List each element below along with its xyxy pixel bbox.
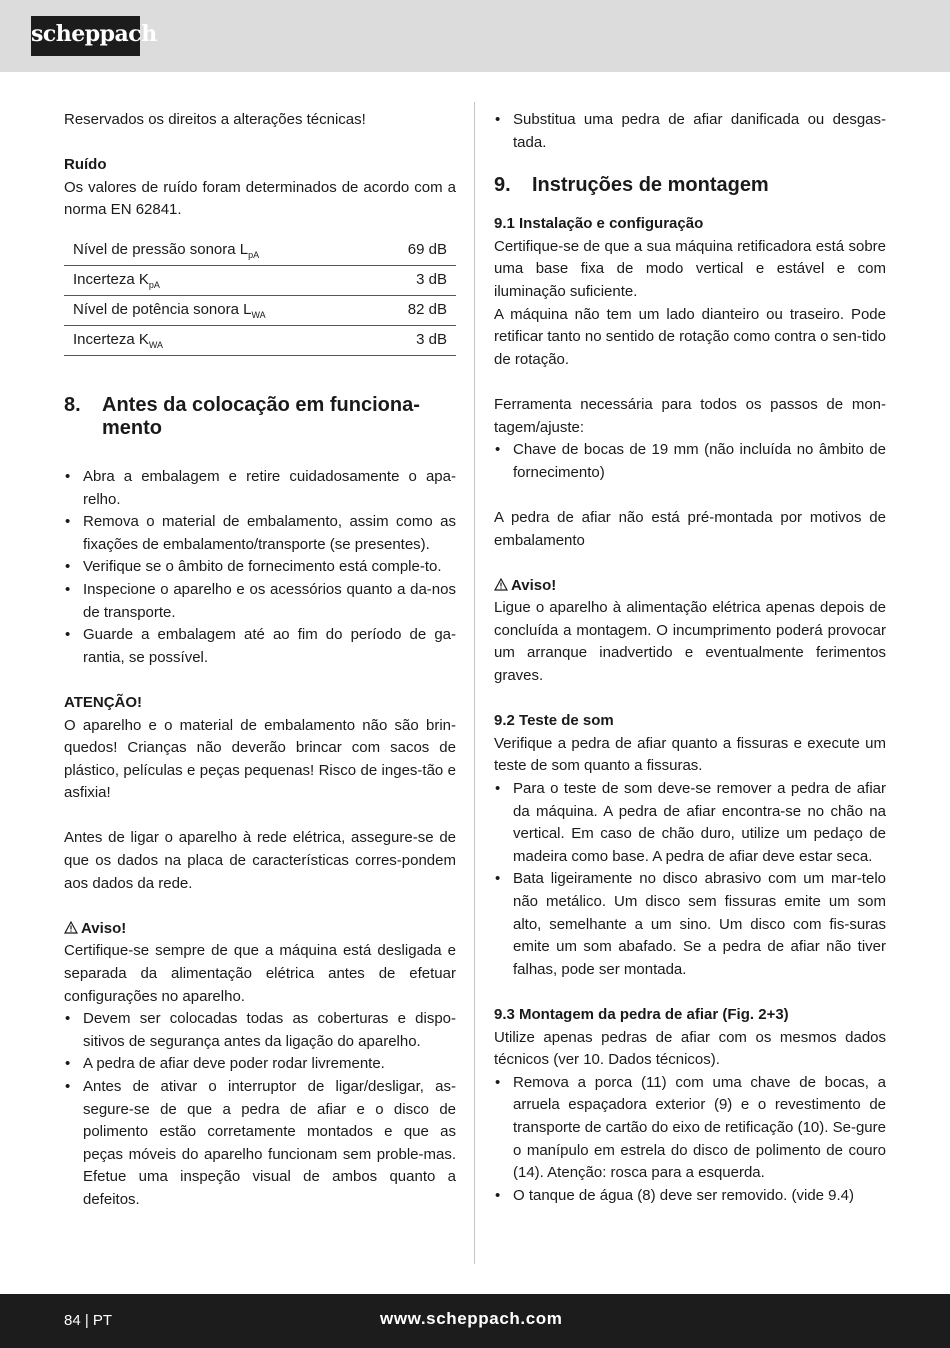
subsection-9-1-heading: 9.1 Instalação e configuração bbox=[494, 215, 704, 233]
list-item: • Guarde a embalagem até ao fim do período de ga-rantia, se possível. bbox=[64, 624, 456, 669]
list-item: • Devem ser colocadas todas as coberturas e dispo-sitivos de segurança antes da ligação do aparelho. bbox=[64, 1008, 456, 1053]
installation-text: Certifique-se de que a sua máquina retificadora está sobre uma base fixa de modo vertical e estável e com iluminação suficiente. bbox=[494, 237, 886, 300]
list-item: • Substitua uma pedra de afiar danificada ou desgas-tada. bbox=[494, 109, 886, 154]
noise-value: 3 dB bbox=[380, 265, 456, 295]
sound-test-text: Verifique a pedra de afiar quanto a fissuras e execute um teste de som quanto a fissuras. bbox=[494, 734, 886, 775]
section-title: Antes da colocação em funciona-mento bbox=[102, 393, 420, 439]
tools-text: Ferramenta necessária para todos os passos de mon-tagem/ajuste: bbox=[494, 395, 886, 436]
noise-value: 82 dB bbox=[380, 295, 456, 325]
noise-label: Nível de potência sonora $L_{WA}$ bbox=[64, 295, 380, 325]
warning-triangle-icon bbox=[494, 578, 508, 591]
tools-list bbox=[494, 439, 886, 484]
rotation-text: A máquina não tem um lado dianteiro ou traseiro. Pode retificar tanto no sentido de rotação como contra o sen-tido de rotação. bbox=[494, 305, 886, 368]
replace-stone-list bbox=[494, 109, 886, 154]
list-item: • Para o teste de som deve-se remover a pedra de afiar da máquina. A pedra de afiar encontra-se no chão na vertical. Em caso de chão duro, utilize um pedaço de madeira como base. A pedra de afiar deve estar seca. bbox=[494, 778, 886, 868]
page-header bbox=[0, 0, 950, 72]
section-number: 8. bbox=[64, 393, 81, 416]
noise-heading: Ruído bbox=[64, 156, 107, 174]
warning-heading: Aviso! bbox=[64, 918, 456, 941]
table-row bbox=[64, 325, 456, 355]
noise-value: 69 dB bbox=[380, 236, 456, 266]
list-item: • A pedra de afiar deve poder rodar livremente. bbox=[64, 1053, 456, 1076]
list-item: • Inspecione o aparelho e os acessórios quanto a da-nos de transporte. bbox=[64, 579, 456, 624]
left-column bbox=[64, 109, 456, 1212]
network-check-text: Antes de ligar o aparelho à rede elétrica, assegure-se de que os dados na placa de características corres-pondem aos dados da rede. bbox=[64, 829, 456, 892]
warning-text: Ligue o aparelho à alimentação elétrica apenas depois de concluída a montagem. O incumprimento poderá provocar um arranque inadvertido e eventualmente ferimentos graves. bbox=[494, 599, 886, 685]
noise-label: Incerteza $K_{WA}$ bbox=[64, 325, 380, 355]
table-row bbox=[64, 236, 456, 266]
mounting-text: Utilize apenas pedras de afiar com os mesmos dados técnicos (ver 10. Dados técnicos). bbox=[494, 1028, 886, 1069]
scheppach-logo bbox=[31, 16, 157, 56]
subsection-9-2-heading: 9.2 Teste de som bbox=[494, 712, 614, 730]
list-item: • Antes de ativar o interruptor de ligar/desligar, as-segure-se de que a pedra de afiar e o disco de polimento estão corretamente montados e que as peças móveis do aparelho funcionam sem proble-mas. Efetue uma inspeção visual de ambos quanto a defeitos. bbox=[64, 1076, 456, 1212]
list-item: • Chave de bocas de 19 mm (não incluída no âmbito de fornecimento) bbox=[494, 439, 886, 484]
noise-label: Incerteza $K_{pA}$ bbox=[64, 265, 380, 295]
noise-value: 3 dB bbox=[380, 325, 456, 355]
list-item: • Bata ligeiramente no disco abrasivo com um mar-telo não metálico. Um disco sem fissuras emite um som alto, semelhante a um sino. Um disco com fis-suras emite um som abafado. Se a pedra de afiar não tiver falhas, pode ser montada. bbox=[494, 868, 886, 981]
website-url: www.scheppach.com bbox=[380, 1309, 563, 1328]
page-footer bbox=[0, 1294, 950, 1348]
sound-test-list bbox=[494, 778, 886, 981]
list-item: • Remova a porca (11) com uma chave de bocas, a arruela espaçadora exterior (9) e o revestimento de transporte de cartão do eixo de retificação (10). Se-gure o manípulo em estrela do disco de polimento de couro (14). Atenção: rosca para a esquerda. bbox=[494, 1072, 886, 1185]
section-8-heading bbox=[64, 394, 456, 440]
logo-text: scheppach bbox=[31, 21, 157, 47]
section-title: Instruções de montagem bbox=[532, 174, 769, 197]
section-9-heading bbox=[494, 174, 886, 197]
warning-triangle-icon bbox=[64, 921, 78, 934]
table-row bbox=[64, 295, 456, 325]
noise-description: Os valores de ruído foram determinados de acordo com a norma EN 62841. bbox=[64, 178, 456, 219]
attention-heading: ATENÇÃO! bbox=[64, 693, 143, 711]
list-item: • Remova o material de embalamento, assim como as fixações de embalamento/transporte (se presentes). bbox=[64, 511, 456, 556]
technical-changes-note: Reservados os direitos a alterações técnicas! bbox=[64, 111, 366, 128]
noise-label: Nível de pressão sonora $L_{pA}$ bbox=[64, 236, 380, 266]
section-number: 9. bbox=[494, 174, 511, 197]
premount-text: A pedra de afiar não está pré-montada por motivos de embalamento bbox=[494, 508, 886, 549]
column-divider bbox=[474, 102, 475, 1264]
subsection-9-3-heading: 9.3 Montagem da pedra de afiar (Fig. 2+3) bbox=[494, 1005, 789, 1023]
unpacking-list bbox=[64, 466, 456, 669]
list-item: • Verifique se o âmbito de fornecimento está comple-to. bbox=[64, 556, 456, 579]
right-column bbox=[494, 109, 886, 1207]
table-row bbox=[64, 265, 456, 295]
noise-table bbox=[64, 236, 456, 356]
safety-list bbox=[64, 1008, 456, 1211]
attention-text: O aparelho e o material de embalamento não são brin-quedos! Crianças não deverão brincar com sacos de plástico, películas e peças pequenas! Risco de inges-tão e asfixia! bbox=[64, 716, 456, 802]
warning-text: Certifique-se sempre de que a máquina está desligada e separada da alimentação elétrica antes de efetuar configurações no aparelho. bbox=[64, 942, 456, 1005]
mounting-list bbox=[494, 1072, 886, 1208]
page-number: 84 | PT bbox=[64, 1312, 113, 1329]
list-item: • O tanque de água (8) deve ser removido. (vide 9.4) bbox=[494, 1185, 886, 1208]
list-item: • Abra a embalagem e retire cuidadosamente o apa-relho. bbox=[64, 466, 456, 511]
warning-heading: Aviso! bbox=[494, 575, 886, 598]
